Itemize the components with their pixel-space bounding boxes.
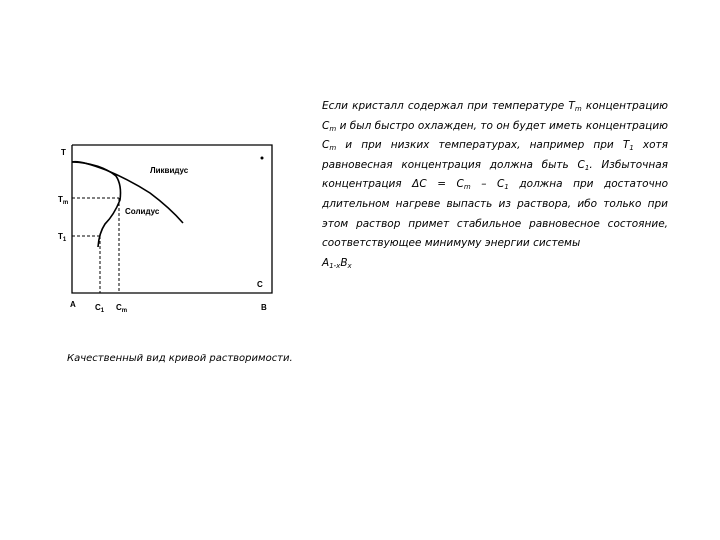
alloy-formula: $А_{1-х}В_х$ (322, 256, 352, 270)
liquidus-label: Ликвидус (150, 166, 189, 175)
t-axis-label: T (61, 148, 66, 157)
tm-label: $T_m$ (58, 195, 69, 206)
c1-label: $C_1$ (95, 303, 105, 314)
explanation-paragraph: Если кристалл содержал при температуре $Т_m$ концентрацию $С_m$ и был быстро охлажден, то он будет иметь концентрацию $С_m$ и при низких температурах, например при $Т_1$ хотя равновесная концентрация должна быть $С_1$. Избыточная концентрация $\Delta С = С_m - С_1$ должна при достаточно длительном нагреве выпасть из раствора, ибо только при этом раствор примет стабильное равновесное состояние, соответствующее минимуму энергии системы (322, 100, 669, 250)
solubility-diagram (50, 135, 290, 320)
point-b-label: B (261, 303, 267, 312)
t1-label: $T_1$ (58, 232, 67, 243)
text-block (322, 97, 668, 273)
c-axis-label: C (257, 280, 263, 289)
solidus-label: Солидус (125, 207, 160, 216)
solidus-curve (72, 162, 121, 247)
cm-label: $C_m$ (116, 303, 128, 314)
point-a-label: A (70, 300, 76, 309)
corner-dot (261, 157, 264, 160)
figure-caption: Качественный вид кривой растворимости. (67, 353, 293, 364)
